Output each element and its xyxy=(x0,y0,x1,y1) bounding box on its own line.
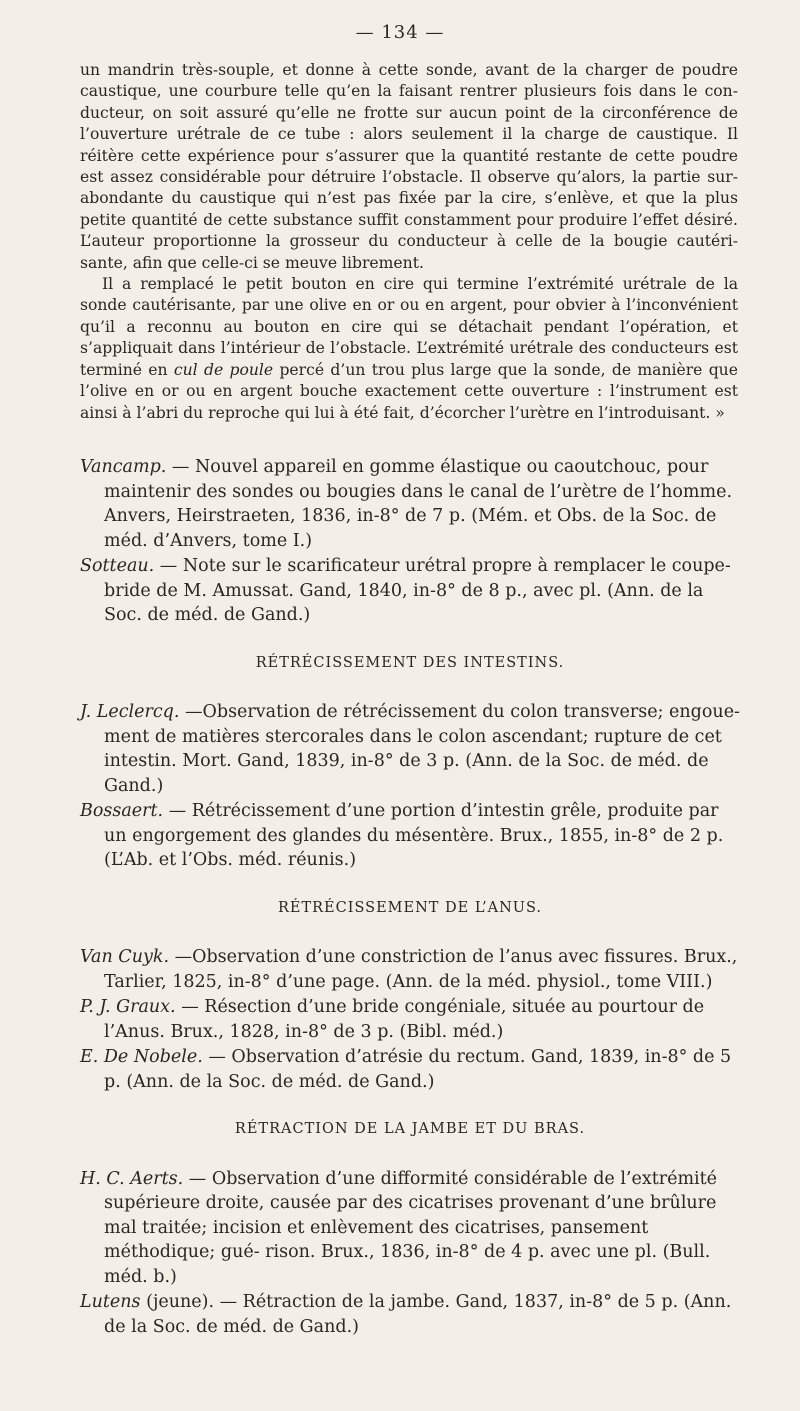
bib-entry xyxy=(80,1167,740,1290)
bib-entry xyxy=(80,554,740,628)
entry-author: E. De Nobele. xyxy=(80,1047,203,1067)
entry-author: Lutens xyxy=(80,1292,141,1312)
entry-author: Van Cuyk. xyxy=(80,947,170,967)
bib-entry xyxy=(80,700,740,798)
entry-text: — Observation d’atrésie du rectum. Gand, 1839, in-8° de 5 p. (Ann. de la Soc. de méd. de Gand.) xyxy=(104,1047,732,1092)
italic-phrase: cul de poule xyxy=(173,360,274,379)
entry-text: — Observation d’une difformité considérable de l’extrémité supérieure droite, causée par des cicatrises provenant d’une brûlure mal traitée; incision et enlèvement des cicatrises, pansement méthodique; gué- rison. Brux., 1836, in-8° de 4 p. avec une pl. (Bull. méd. b.) xyxy=(104,1168,718,1287)
paragraph: un mandrin très-souple, et donne à cette sonde, avant de la charger de poudre caustique, une courbure telle qu’en la faisant rentrer plusieurs fois dans le con- ducteur, on soit assuré qu’elle ne frotte sur aucun point de la circonférence de l’ouverture urétrale de ce tube : alors seulement il la charge de caustique. Il réitère cette expérience pour s’assurer que la quantité restante de cette poudre est assez considérable pour détruire l’obstacle. Il observe qu’alors, la partie sur- abondante du caustique qui n’est pas fixée par la cire, s’enlève, et que la plus petite quantité de cette substance suffit constamment pour produire l’effet désiré. L’auteur proportionne la grosseur du conducteur à celle de la bougie cautéri- sante, afin que celle-ci se meuve librement. xyxy=(80,61,738,272)
bib-entry xyxy=(80,1290,740,1339)
bib-entry xyxy=(80,1045,740,1094)
entry-text: — Nouvel appareil en gomme élastique ou caoutchouc, pour maintenir des sondes ou bougies dans le canal de l’urètre de l’homme. Anvers, Heirstraeten, 1836, in-8° de 7 p. (Mém. et Obs. de la Soc. de méd. d’Anvers, tome I.) xyxy=(104,457,733,551)
entry-text: — Note sur le scarificateur urétral propre à remplacer le coupe-bride de M. Amussat. Gand, 1840, in-8° de 8 p., avec pl. (Ann. de la Soc. de méd. de Gand.) xyxy=(104,556,731,625)
bib-entry xyxy=(80,995,740,1044)
continuation-text xyxy=(80,60,738,424)
entry-author: J. Leclercq. xyxy=(80,702,180,722)
bibliography xyxy=(80,455,740,1340)
section-heading: RÉTRÉCISSEMENT DE L’ANUS. xyxy=(277,899,543,916)
entry-author: H. C. Aerts. xyxy=(80,1168,184,1189)
section-heading: RÉTRACTION DE LA JAMBE ET DU BRAS. xyxy=(234,1121,586,1137)
bib-entry xyxy=(80,799,740,873)
entry-text: — Rétrécissement d’une portion d’intestin grêle, produite par un engorgement des glandes du mésentère. Brux., 1855, in-8° de 2 p. (L’Ab. et l’Obs. méd. réunis.) xyxy=(104,801,724,870)
entry-text: (jeune). — Rétraction de la jambe. Gand, 1837, in-8° de 5 p. (Ann. de la Soc. de méd. de Gand.) xyxy=(104,1292,732,1337)
entry-text: —Observation d’une constriction de l’anus avec fissures. Brux., Tarlier, 1825, in-8° d’une page. (Ann. de la méd. physiol., tome VIII.) xyxy=(104,947,738,992)
paragraph: Il a remplacé le petit bouton en cire qui termine l’extrémité urétrale de la sonde cautérisante, par une olive en or ou en argent, pour obvier à l’inconvénient qu’il a reconnu au bouton en cire qui se détachait pendant l’opération, et s’appliquait dans l’intérieur de l’obstacle. L’extrémité urétrale des conducteurs est terminé en cul de poule percé d’un trou plus large que la sonde, de manière que l’olive en or ou en argent bouche exactement cette ouverture : l’instrument est ainsi à l’abri du reproche qui lui à été fait, d’écorcher l’urètre en l’introduisant. » xyxy=(80,275,738,422)
section-heading: RÉTRÉCISSEMENT DES INTESTINS. xyxy=(255,654,565,671)
entry-author: Vancamp. xyxy=(80,457,167,477)
bib-entry xyxy=(80,945,740,994)
bib-entry xyxy=(80,455,740,553)
entry-author: Sotteau. xyxy=(80,556,155,576)
entry-author: P. J. Graux. xyxy=(80,997,176,1017)
entry-text: —Observation de rétrécissement du colon transverse; engoue- ment de matières stercorales dans le colon ascendant; rupture de cet intestin. Mort. Gand, 1839, in-8° de 3 p. (Ann. de la Soc. de méd. de Gand.) xyxy=(104,702,740,796)
page-number: — 134 — xyxy=(355,22,445,43)
entry-author: Bossaert. xyxy=(80,801,164,821)
entry-text: — Résection d’une bride congéniale, située au pourtour de l’Anus. Brux., 1828, in-8° de 3 p. (Bibl. méd.) xyxy=(104,997,705,1042)
